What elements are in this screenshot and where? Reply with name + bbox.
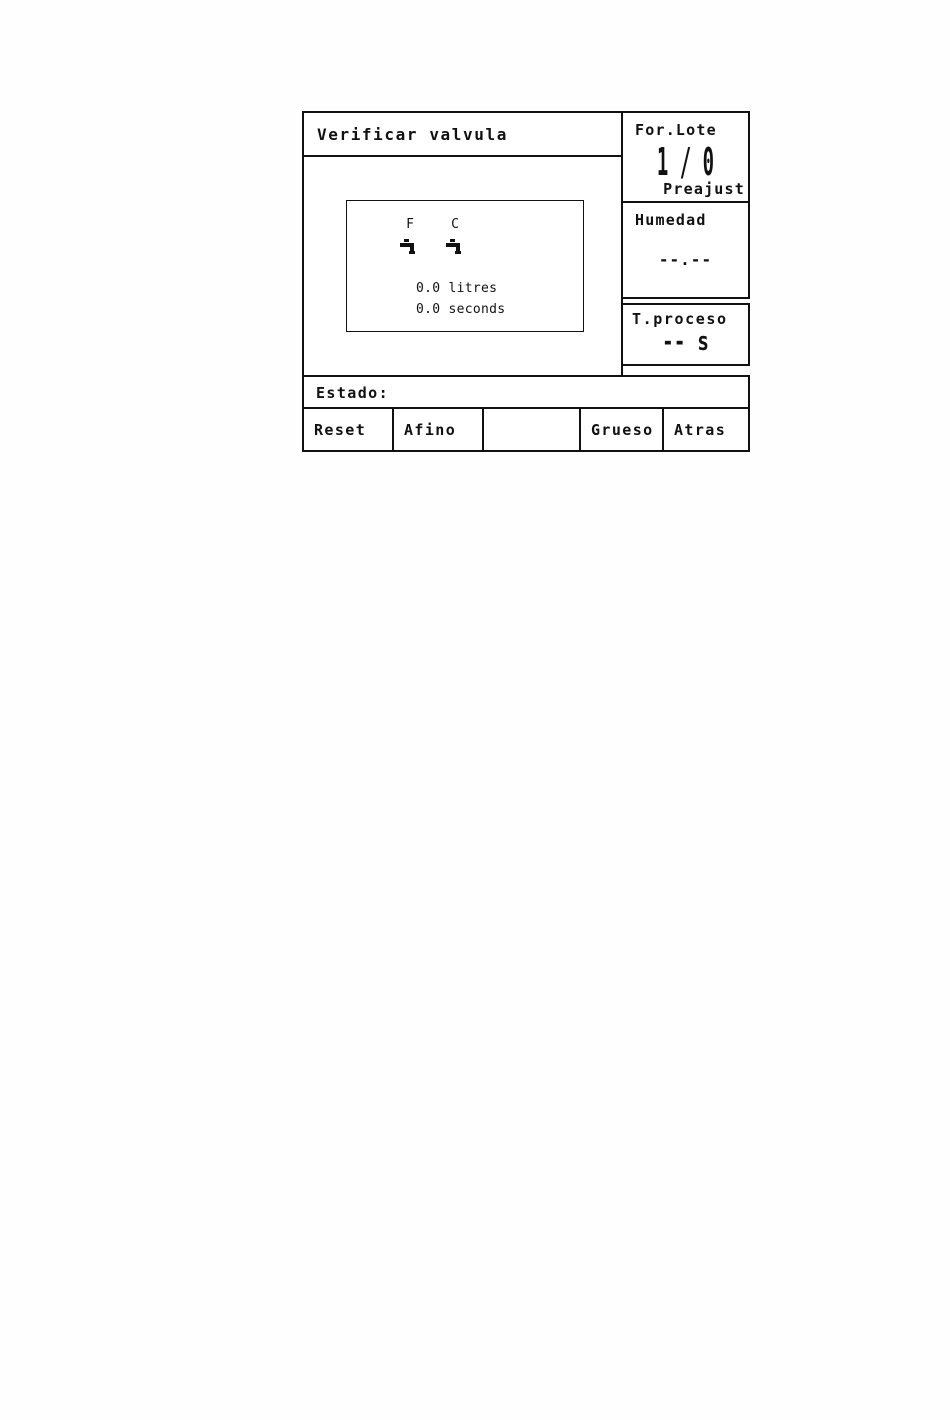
cold-valve-label: F <box>406 217 414 232</box>
title-bar <box>302 111 623 157</box>
humidity-label: Humedad <box>635 211 707 229</box>
status-label: Estado: <box>316 384 390 402</box>
humidity-box <box>621 201 750 299</box>
preset-mode-label: Preajust <box>663 180 745 198</box>
hot-valve-label: C <box>451 217 459 232</box>
process-time-label: T.proceso <box>632 310 728 328</box>
faucet-icon <box>446 237 464 255</box>
batch-counter-value: 1 / 0 <box>656 140 715 184</box>
softkey-bar <box>302 407 750 452</box>
humidity-value: --.-- <box>658 250 713 269</box>
main-display-area <box>302 155 623 377</box>
fine-dose-button[interactable] <box>392 409 482 450</box>
empty-softkey <box>482 409 579 450</box>
batch-counter-label: For.Lote <box>635 121 717 139</box>
coarse-dose-button-label: Grueso <box>591 420 654 439</box>
fine-dose-button-label: Afino <box>404 420 457 439</box>
back-button[interactable] <box>662 409 748 450</box>
screen-title: Verificar valvula <box>317 125 508 144</box>
process-time-value: -- s <box>662 327 709 357</box>
volume-reading: 0.0 litres <box>416 281 498 296</box>
hmi-screen <box>302 111 750 452</box>
faucet-icon <box>400 237 418 255</box>
process-time-box <box>621 303 750 366</box>
valve-status-box <box>346 200 584 332</box>
batch-counter-box <box>621 111 750 203</box>
reset-button[interactable] <box>304 409 392 450</box>
back-button-label: Atras <box>674 420 727 439</box>
status-bar <box>302 375 750 409</box>
time-reading: 0.0 seconds <box>416 302 506 317</box>
coarse-dose-button[interactable] <box>579 409 662 450</box>
reset-button-label: Reset <box>314 420 367 439</box>
